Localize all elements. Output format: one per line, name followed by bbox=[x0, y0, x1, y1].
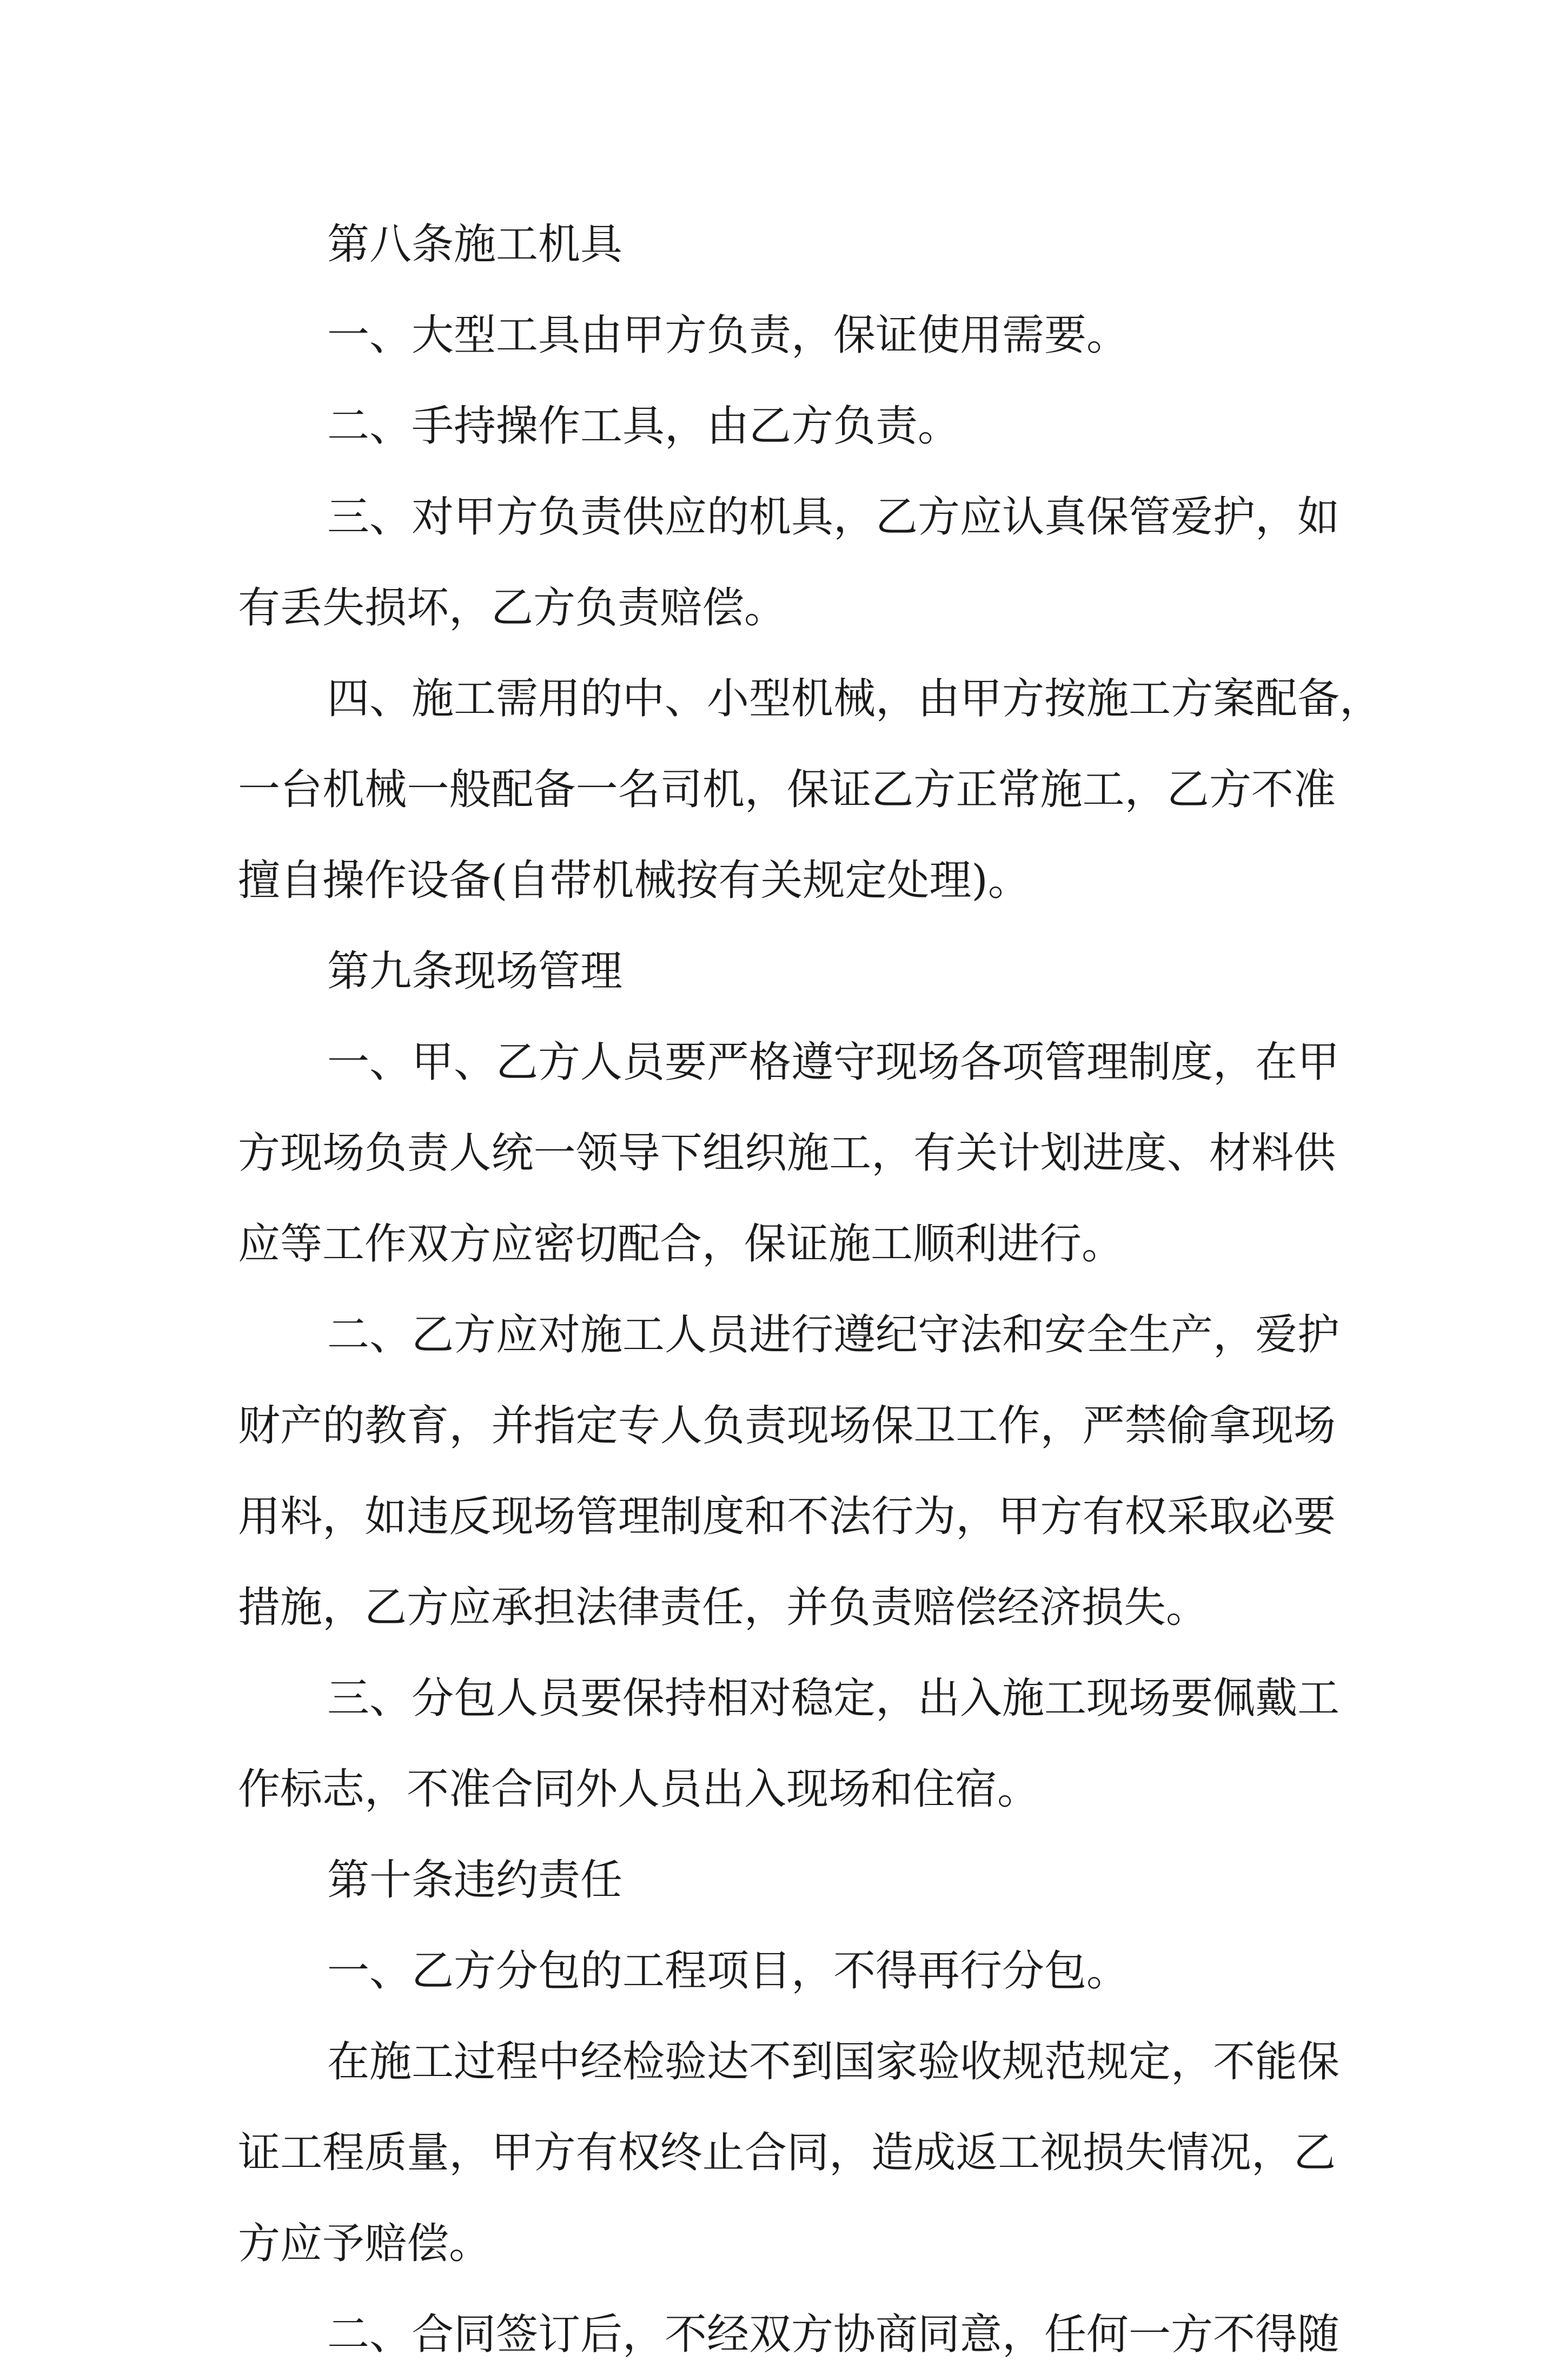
text-line bbox=[238, 744, 1336, 835]
section-heading-10: 第十条违约责任 bbox=[327, 1856, 623, 1905]
text-line bbox=[238, 1108, 1336, 1199]
text-line bbox=[238, 290, 1336, 381]
document-body bbox=[238, 199, 1382, 2380]
text-line bbox=[238, 381, 1336, 472]
text-line bbox=[238, 653, 1382, 744]
paragraph-line: 财产的教育，并指定专人负责现场保卫工作，严禁偷拿现场 bbox=[238, 1401, 1336, 1450]
text-line bbox=[238, 1471, 1336, 1562]
text-line bbox=[238, 1744, 1336, 1835]
text-line bbox=[238, 1653, 1340, 1744]
paragraph-line: 一、大型工具由甲方负责，保证使用需要。 bbox=[327, 311, 1129, 360]
text-line bbox=[238, 1017, 1340, 1108]
text-line bbox=[238, 1380, 1336, 1471]
text-line bbox=[238, 1290, 1340, 1380]
paragraph-line: 三、对甲方负责供应的机具，乙方应认真保管爱护，如 bbox=[327, 493, 1340, 541]
paragraph-line: 证工程质量，甲方有权终止合同，造成返工视损失情况，乙 bbox=[238, 2128, 1336, 2177]
text-line bbox=[238, 926, 1336, 1017]
paragraph-line: 措施，乙方应承担法律责任，并负责赔偿经济损失。 bbox=[238, 1583, 1209, 1632]
paragraph-line: 二、合同签订后，不经双方协商同意，任何一方不得随 bbox=[327, 2310, 1340, 2359]
paragraph-line: 二、手持操作工具，由乙方负责。 bbox=[327, 402, 960, 451]
section-heading-9: 第九条现场管理 bbox=[327, 947, 623, 996]
paragraph-line: 一、乙方分包的工程项目，不得再行分包。 bbox=[327, 1947, 1129, 1995]
paragraph-line: 擅自操作设备(自带机械按有关规定处理)。 bbox=[238, 856, 1030, 905]
paragraph-line: 应等工作双方应密切配合，保证施工顺利进行。 bbox=[238, 1220, 1124, 1268]
text-line bbox=[238, 2198, 1336, 2289]
text-line bbox=[238, 563, 1336, 653]
text-line bbox=[238, 2289, 1340, 2380]
text-line bbox=[238, 1562, 1336, 1653]
paragraph-line: 二、乙方应对施工人员进行遵纪守法和安全生产，爱护 bbox=[327, 1311, 1340, 1359]
paragraph-line: 有丢失损坏，乙方负责赔偿。 bbox=[238, 584, 787, 632]
section-heading-8: 第八条施工机具 bbox=[327, 220, 623, 269]
text-line bbox=[238, 1835, 1336, 1926]
paragraph-line: 四、施工需用的中、小型机械，由甲方按施工方案配备， bbox=[327, 675, 1382, 723]
text-line bbox=[238, 1199, 1336, 1290]
text-line bbox=[238, 472, 1340, 563]
paragraph-line: 作标志，不准合同外人员出入现场和住宿。 bbox=[238, 1765, 1040, 1814]
text-line bbox=[238, 199, 1336, 290]
paragraph-line: 在施工过程中经检验达不到国家验收规范规定，不能保 bbox=[327, 2038, 1340, 2086]
paragraph-line: 一、甲、乙方人员要严格遵守现场各项管理制度，在甲 bbox=[327, 1038, 1340, 1087]
paragraph-line: 方现场负责人统一领导下组织施工，有关计划进度、材料供 bbox=[238, 1129, 1336, 1178]
text-line bbox=[238, 2017, 1340, 2107]
paragraph-line: 方应予赔偿。 bbox=[238, 2219, 492, 2268]
text-line bbox=[238, 1926, 1336, 2017]
paragraph-line: 用料，如违反现场管理制度和不法行为，甲方有权采取必要 bbox=[238, 1492, 1336, 1541]
text-line bbox=[238, 2107, 1336, 2198]
text-line bbox=[238, 835, 1336, 926]
paragraph-line: 三、分包人员要保持相对稳定，出入施工现场要佩戴工 bbox=[327, 1674, 1340, 1723]
paragraph-line: 一台机械一般配备一名司机，保证乙方正常施工，乙方不准 bbox=[238, 765, 1336, 814]
